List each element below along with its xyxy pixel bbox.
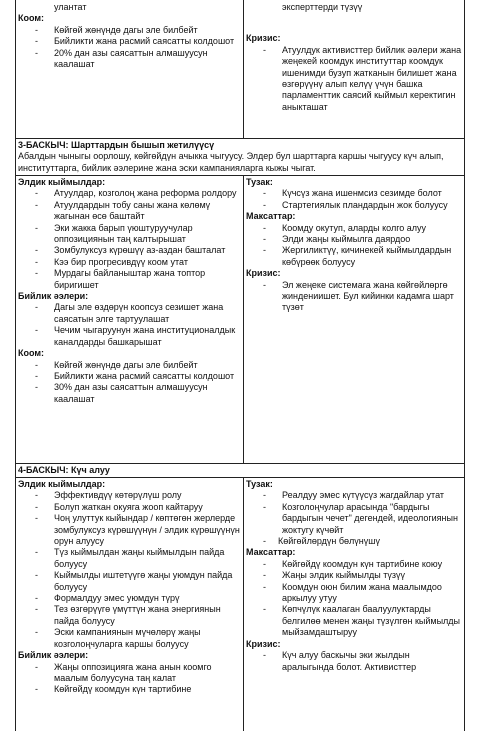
stage3-crisis-list (246, 280, 463, 314)
stage3-powerholders-list (18, 302, 240, 348)
list-item: - Коомду окутуп, аларды колго алуу (246, 223, 463, 234)
column-divider (243, 477, 244, 731)
list-item: - Атуулдар, козголоң жана реформа ролдору (18, 188, 240, 199)
top-left-label-society: Коом: (18, 13, 45, 24)
list-item: - Түз кыймылдан жаңы кыймылдын пайда болуусу (18, 547, 240, 570)
list-item: - Көйгөй жөнүндө дагы эле билбейт (18, 25, 240, 36)
top-left-column (18, 2, 240, 70)
top-left-continuation: улантат (54, 2, 87, 12)
list-item: - Кыймылды иштетүүгө жаңы уюмдун пайда болуусу (18, 570, 240, 593)
top-left-list (18, 25, 240, 71)
frame-left (15, 0, 16, 731)
list-item: - Стартегиялык пландардын жок болуусу (246, 200, 463, 211)
list-item: - Эки жакка барып үюштуруучулар оппозициянын таң калтырышат (18, 223, 240, 246)
list-item: - Эл жеңеке системага жана көйгөйлөргө жиндениишет. Бул кийинки кадамга шарт түзөт (246, 280, 463, 314)
stage4-powerholders-list (18, 662, 240, 696)
list-item: - Бийликти жана расмий саясатты колдошот (18, 371, 240, 382)
stage3-label-crisis: Кризис: (246, 268, 281, 279)
stage4-goals-list (246, 559, 463, 639)
stage3-label-society: Коом: (18, 348, 45, 359)
column-divider (243, 175, 244, 463)
list-item: - Кээ бир прогресивдүү коом утат (18, 257, 240, 268)
list-item: - Көйгөйдү коомдун күн тартибине коюу (246, 559, 463, 570)
stage3-label-traps: Тузак: (246, 177, 273, 187)
list-item: - Көйгөйдү коомдун күн тартибине (18, 684, 240, 695)
list-item: - Элди жаңы кыймылга даярдоо (246, 234, 463, 245)
stage4-label-crisis: Кризис: (246, 638, 281, 649)
document-page (15, 0, 465, 731)
list-item: - Атуулдардын тобу саны жана көлөмү жагынан өсө баштайт (18, 200, 240, 223)
list-item: - Реалдуу эмес күтүүсүз жагдайлар утат (246, 490, 463, 501)
list-item: - Эффективдүү көтөрүлүш ролу (18, 490, 240, 501)
stage3-header (18, 140, 464, 174)
list-item: - Зомбулуксуз күрөшүү аз-аздан башталат (18, 245, 240, 256)
stage4-crisis-list (246, 650, 463, 673)
list-item: - Болуп жаткан окуяга жооп кайтаруу (18, 502, 240, 513)
list-item: - Формалдуу эмес уюмдун түрү (18, 593, 240, 604)
stage4-label-goals: Максаттар: (246, 547, 296, 558)
list-item: - Көпчүлүк каалаган баалуулуктарды белгилөө менен жаңы түзүлгөн кыймылды мыйзамдаштыруу (246, 604, 463, 638)
list-item: - Дагы эле өздөрүн коопсуз сезишет жана саясатын элге тартуулашат (18, 302, 240, 325)
list-item: - Чечим чыгаруунун жана институционалдык каналдарды башкарышат (18, 325, 240, 348)
stage4-label-powerholders: Бийлик әэлери: (18, 650, 89, 661)
divider (15, 477, 465, 478)
stage3-right-column (246, 177, 463, 314)
list-item: - Жаңы оппозицияга жана анын коомго маалым болуусуна таң калат (18, 662, 240, 685)
top-right-label-crisis: Кризис: (246, 33, 281, 44)
stage3-description: Абалдын чыныгы оорлошу, көйгөйдүн ачыкка чыгуусу. Элдер бул шарттарга каршы чыгуусу күч алып, институттарга, бийлик әэлерине жана эски кампанияларга кыжы чыгат. (18, 151, 444, 173)
top-right-continuation: эксперттерди түзүү (282, 2, 363, 12)
divider (15, 175, 465, 176)
stage3-traps-list (246, 188, 463, 211)
list-item: - Жаңы элдик кыймылды түзүү (246, 570, 463, 581)
frame-right (464, 0, 465, 731)
list-item: - Күчсүз жана ишенмсиз сезимде болот (246, 188, 463, 199)
stage3-label-movements: Элдик кыймылдар: (18, 177, 106, 187)
stage3-movements-list (18, 188, 240, 291)
list-item: - Тез өзгөрүүгө үмүттүн жана энергиянын пайда болуусу (18, 604, 240, 627)
divider (15, 463, 465, 464)
stage3-title: 3-БАСКЫЧ: Шарттардын бышып жетилүүсү (18, 140, 215, 150)
list-item: - 20% дан азы саясаттын алмашуусун каалашат (18, 48, 240, 71)
stage4-traps-list (246, 490, 463, 547)
stage4-label-traps: Тузак: (246, 479, 273, 489)
stage3-society-list (18, 360, 240, 406)
list-item: - Көйгөйлөрдүн бөлүнүшү (246, 536, 463, 547)
top-right-list (246, 45, 463, 113)
stage4-left-column (18, 479, 240, 696)
stage3-label-goals: Максаттар: (246, 211, 296, 222)
list-item: - Атуулдук активисттер бийлик әәлери жана жеңекей коомдук институттар коомдук ишенимди бузуп жатканын билишет жана өзгөрүүнү алып келүү үчүн башка парламенттик саясий кыймыл керектигин аныкташат (246, 45, 463, 113)
list-item: - Мурдагы байланыштар жана топтор биригишет (18, 268, 240, 291)
stage3-label-powerholders: Бийлик әэлери: (18, 291, 89, 302)
list-item: - Чоң улуттук кыйындар / көптөгөн жерлерде зомбулуксуз күрөшүүнүн / элдик күрөшүүнүн орун алуусу (18, 513, 240, 547)
list-item: - 30% дан азы саясаттын алмашуусун каалашат (18, 382, 240, 405)
stage4-label-movements: Элдик кыймылдар: (18, 479, 106, 489)
list-item: - Эски кампаниянын мүчөлөрү жаңы козголоңчуларга каршы болуусу (18, 627, 240, 650)
top-right-column (246, 2, 463, 113)
list-item: - Бийликти жана расмий саясатты колдошот (18, 36, 240, 47)
list-item: - Жергиликтүү, кичинекей кыймылдардын көбүрөөк болуусу (246, 245, 463, 268)
stage4-header (18, 465, 464, 476)
stage4-movements-list (18, 490, 240, 650)
list-item: - Козголоңчулар арасында "бардыгы бардыгын чечет" дегендей, идеологиянын жоктугу күчөйт (246, 502, 463, 536)
stage4-right-column (246, 479, 463, 673)
list-item: - Көйгөй жөнүндө дагы эле билбейт (18, 360, 240, 371)
stage4-title: 4-БАСКЫЧ: Күч алуу (18, 465, 110, 475)
stage3-goals-list (246, 223, 463, 269)
column-divider (243, 0, 244, 138)
stage3-left-column (18, 177, 240, 405)
list-item: - Күч алуу баскычы эки жылдын аралыгында болот. Активисттер (246, 650, 463, 673)
divider (15, 138, 465, 139)
list-item: - Коомдун оюн билим жана маалымдоо аркылуу утуу (246, 582, 463, 605)
